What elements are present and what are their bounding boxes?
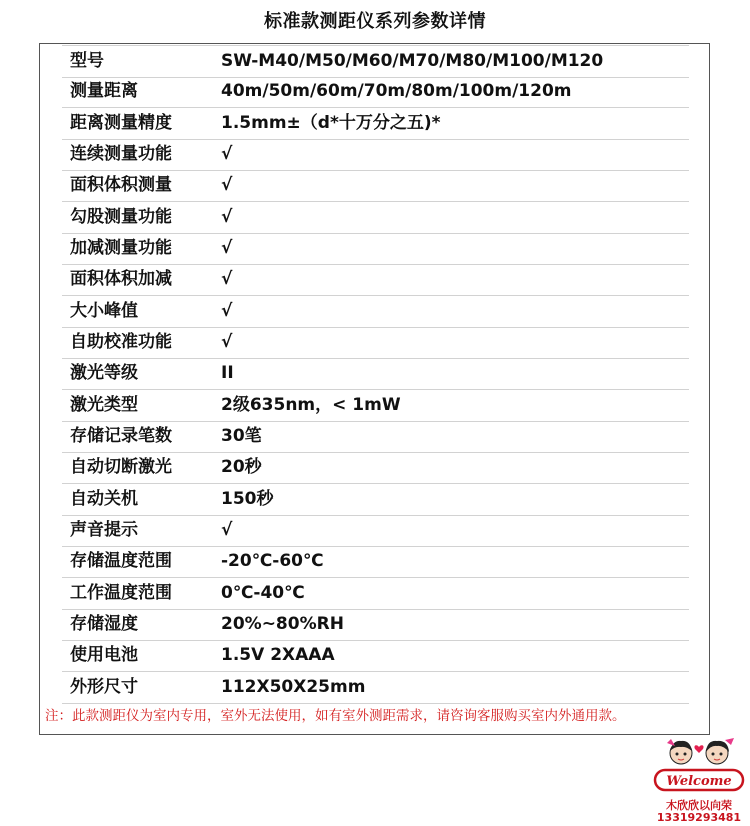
row-label: 面积体积加减 bbox=[70, 269, 172, 290]
table-row bbox=[62, 484, 689, 516]
table-row bbox=[62, 609, 689, 641]
row-value: II bbox=[221, 363, 234, 384]
cartoon-couple-icon bbox=[651, 737, 747, 795]
shop-phone: 13319293481 bbox=[656, 811, 742, 824]
table-row bbox=[62, 358, 689, 390]
table-row bbox=[62, 390, 689, 422]
row-value: SW-M40/M50/M60/M70/M80/M100/M120 bbox=[221, 51, 604, 71]
table-row bbox=[62, 515, 689, 547]
shop-name: 木欣欣以向荣 bbox=[666, 799, 732, 812]
table-row bbox=[62, 640, 689, 672]
row-value: √ bbox=[221, 519, 233, 540]
row-label: 自助校准功能 bbox=[70, 331, 172, 352]
row-value: √ bbox=[221, 331, 233, 352]
note-prefix: 注： bbox=[45, 708, 72, 724]
table-row bbox=[62, 327, 689, 359]
row-label: 激光等级 bbox=[70, 363, 138, 384]
row-label: 加减测量功能 bbox=[70, 237, 172, 258]
row-value: -20℃-60℃ bbox=[221, 551, 324, 572]
row-label: 激光类型 bbox=[70, 394, 138, 415]
row-value: 40m/50m/60m/70m/80m/100m/120m bbox=[221, 81, 572, 102]
spec-table bbox=[39, 43, 710, 735]
row-label: 大小峰值 bbox=[70, 300, 138, 321]
row-label: 面积体积测量 bbox=[70, 175, 172, 196]
row-value: √ bbox=[221, 269, 233, 290]
table-row bbox=[62, 139, 689, 171]
row-value: √ bbox=[221, 175, 233, 196]
table-row bbox=[62, 170, 689, 202]
row-label: 连续测量功能 bbox=[70, 143, 172, 164]
row-value: √ bbox=[221, 143, 233, 164]
page-title: 标准款测距仪系列参数详情 bbox=[264, 11, 486, 32]
shop-logo bbox=[651, 737, 747, 824]
row-value: 20秒 bbox=[221, 457, 262, 478]
row-label: 自动关机 bbox=[70, 488, 138, 509]
row-label: 型号 bbox=[70, 51, 104, 71]
row-value: 1.5mm±（d*十万分之五)* bbox=[221, 112, 441, 133]
note-text: 此款测距仪为室内专用，室外无法使用，如有室外测距需求，请咨询客服购买室内外通用款。 bbox=[72, 708, 626, 724]
table-row bbox=[62, 578, 689, 610]
row-value: √ bbox=[221, 300, 233, 321]
row-value: 2级635nm，< 1mW bbox=[221, 394, 401, 415]
table-row bbox=[62, 108, 689, 140]
row-label: 存储湿度 bbox=[70, 613, 138, 634]
logo-badge: Welcome bbox=[666, 774, 732, 789]
table-row bbox=[62, 296, 689, 328]
row-label: 存储记录笔数 bbox=[70, 425, 172, 446]
table-row bbox=[62, 264, 689, 296]
table-row bbox=[62, 452, 689, 484]
table-row bbox=[62, 672, 689, 704]
row-value: 150秒 bbox=[221, 488, 274, 509]
row-value: 0℃-40℃ bbox=[221, 582, 305, 603]
row-label: 勾股测量功能 bbox=[70, 206, 172, 227]
row-value: √ bbox=[221, 237, 233, 258]
table-row bbox=[62, 421, 689, 453]
row-label: 声音提示 bbox=[70, 519, 138, 540]
row-value: 1.5V 2XAAA bbox=[221, 645, 335, 666]
row-label: 存储温度范围 bbox=[70, 551, 172, 572]
row-label: 距离测量精度 bbox=[70, 112, 172, 133]
row-label: 测量距离 bbox=[70, 81, 138, 102]
table-row bbox=[62, 76, 689, 108]
row-value: 112X50X25mm bbox=[221, 676, 366, 697]
row-value: 30笔 bbox=[221, 425, 262, 446]
table-row bbox=[62, 45, 689, 78]
row-value: 20%~80%RH bbox=[221, 613, 344, 634]
row-label: 外形尺寸 bbox=[70, 676, 138, 697]
table-row bbox=[62, 546, 689, 578]
row-label: 使用电池 bbox=[70, 645, 138, 666]
row-label: 工作温度范围 bbox=[70, 582, 172, 603]
row-label: 自动切断激光 bbox=[70, 457, 172, 478]
table-row bbox=[62, 202, 689, 234]
footer-note bbox=[45, 707, 626, 725]
table-row bbox=[62, 233, 689, 265]
row-value: √ bbox=[221, 206, 233, 227]
